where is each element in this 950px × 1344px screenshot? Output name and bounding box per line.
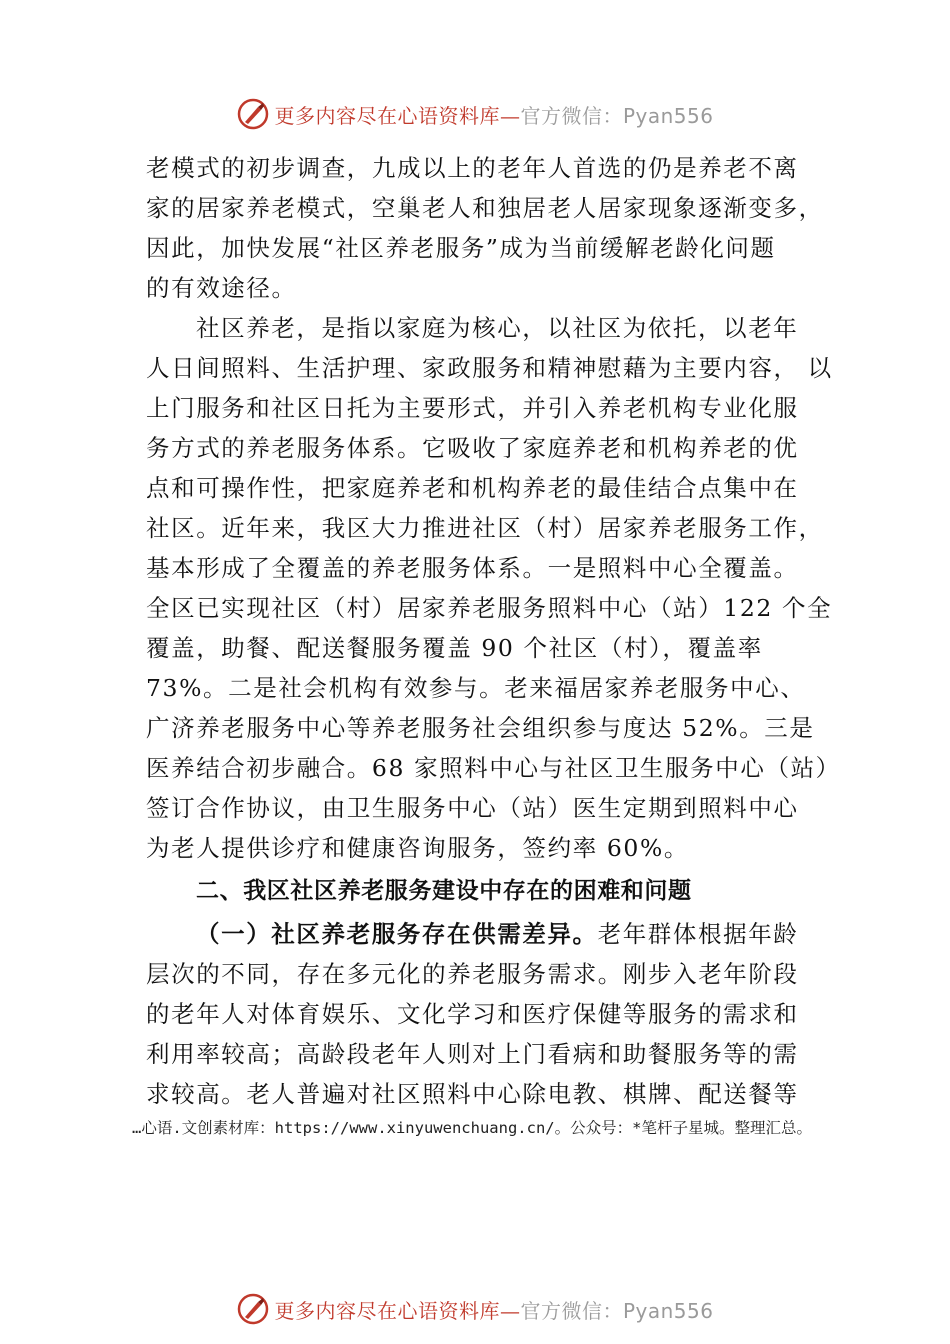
banner-red-text: 更多内容尽在心语资料库	[274, 1298, 500, 1323]
text-line: 上门服务和社区日托为主要形式，并引入养老机构专业化服	[146, 394, 799, 422]
text-line: 为老人提供诊疗和健康咨询服务，签约率 60%。	[146, 834, 690, 862]
text-line: 家的居家养老模式，空巢老人和独居老人居家现象逐渐变多，	[146, 194, 824, 222]
text-line: 务方式的养老服务体系。它吸收了家庭养老和机构养老的优	[146, 434, 799, 462]
section-heading: 二、我区社区养老服务建设中存在的困难和问题	[196, 878, 692, 904]
text-line: 的老年人对体育娱乐、文化学习和医疗保健等服务的需求和	[146, 1000, 799, 1028]
text-line: 医养结合初步融合。68 家照料中心与社区卫生服务中心（站）	[146, 754, 841, 782]
banner-text	[274, 1295, 713, 1324]
text-line: 覆盖，助餐、配送餐服务覆盖 90 个社区（村），覆盖率	[146, 634, 763, 662]
text-line: 人日间照料、生活护理、家政服务和精神慰藉为主要内容， 以	[146, 354, 833, 382]
subsection-lead: （一）社区养老服务存在供需差异。	[196, 920, 598, 948]
header-banner	[0, 94, 950, 134]
paragraph-2	[146, 308, 841, 868]
paragraph-3	[146, 914, 822, 1114]
text-line: 全区已实现社区（村）居家养老服务照料中心（站）122 个全	[146, 594, 833, 622]
text-line: 社区。近年来，我区大力推进社区（村）居家养老服务工作，	[146, 514, 824, 542]
banner-red-text: 更多内容尽在心语资料库	[274, 103, 500, 128]
text-line: 签订合作协议，由卫生服务中心（站）医生定期到照料中心	[146, 794, 799, 822]
text-line: 的有效途径。	[146, 274, 297, 302]
text-line: 利用率较高；高龄段老年人则对上门看病和助餐服务等的需	[146, 1040, 799, 1068]
banner-wechat-text: 官方微信：Pyan556	[520, 103, 714, 128]
banner-wechat-text: 官方微信：Pyan556	[520, 1298, 714, 1323]
banner-text	[274, 100, 713, 129]
text-line: 基本形成了全覆盖的养老服务体系。一是照料中心全覆盖。	[146, 554, 799, 582]
text-line: 老模式的初步调查，九成以上的老年人首选的仍是养老不离	[146, 154, 799, 182]
text-line: 层次的不同，存在多元化的养老服务需求。刚步入老年阶段	[146, 960, 799, 988]
text-line: 73%。二是社会机构有效参与。老来福居家养老服务中心、	[146, 674, 806, 702]
banner-dash: —	[499, 103, 521, 128]
text-line: 因此，加快发展“社区养老服务”成为当前缓解老龄化问题	[146, 234, 776, 262]
banner-dash: —	[499, 1298, 521, 1323]
pen-logo-icon	[236, 1292, 270, 1326]
text-line: 点和可操作性，把家庭养老和机构养老的最佳结合点集中在	[146, 474, 799, 502]
text-line: 广济养老服务中心等养老服务社会组织参与度达 52%。三是	[146, 714, 815, 742]
document-body	[146, 148, 841, 1114]
text-run: 老年群体根据年龄	[597, 920, 799, 948]
text-line: 社区养老，是指以家庭为核心，以社区为依托，以老年	[196, 314, 799, 342]
text-line: 求较高。老人普遍对社区照料中心除电教、棋牌、配送餐等	[146, 1080, 799, 1108]
source-footnote: …心语.文创素材库：https://www.xinyuwenchuang.cn/。公众号：*笔杆子星城。整理汇总。	[132, 1119, 812, 1137]
footer-banner	[0, 1289, 950, 1329]
paragraph-1	[146, 148, 822, 308]
pen-logo-icon	[236, 97, 270, 131]
text-line	[146, 914, 822, 954]
